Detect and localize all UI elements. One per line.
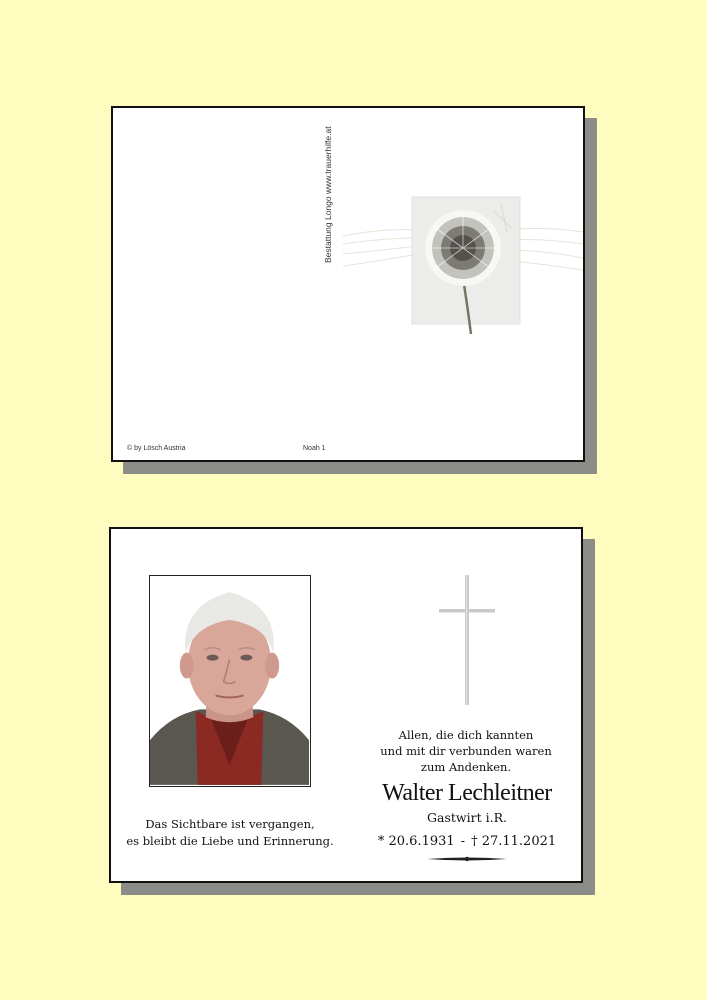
ornament-icon bbox=[427, 855, 507, 863]
card-model-id: Noah 1 bbox=[303, 445, 326, 452]
portrait-photo bbox=[149, 575, 311, 787]
life-dates bbox=[351, 834, 583, 849]
birth-date: * 20.6.1931 bbox=[377, 834, 455, 849]
prayer-card-front bbox=[109, 527, 583, 883]
deceased-profession: Gastwirt i.R. bbox=[427, 810, 507, 825]
death-date: † 27.11.2021 bbox=[471, 834, 557, 849]
dandelion-icon bbox=[343, 188, 583, 338]
memorial-dedication bbox=[351, 727, 581, 775]
cross-icon bbox=[437, 573, 497, 709]
date-separator: - bbox=[460, 834, 466, 849]
dedication-line: und mit dir verbunden waren bbox=[380, 744, 552, 758]
copyright-text: © by Lösch Austria bbox=[127, 445, 186, 452]
memorial-quote bbox=[125, 816, 335, 850]
dedication-line: zum Andenken. bbox=[420, 760, 512, 774]
dedication-line: Allen, die dich kannten bbox=[398, 728, 534, 742]
deceased-name: Walter Lechleitner bbox=[382, 780, 552, 806]
prayer-card-back bbox=[111, 106, 585, 462]
funeral-home-credit: Bestattung Longo www.trauerhilfe.at bbox=[323, 126, 333, 263]
quote-line: Das Sichtbare ist vergangen, bbox=[145, 817, 315, 831]
portrait-image bbox=[150, 576, 309, 785]
quote-line: es bleibt die Liebe und Erinnerung. bbox=[126, 834, 334, 848]
